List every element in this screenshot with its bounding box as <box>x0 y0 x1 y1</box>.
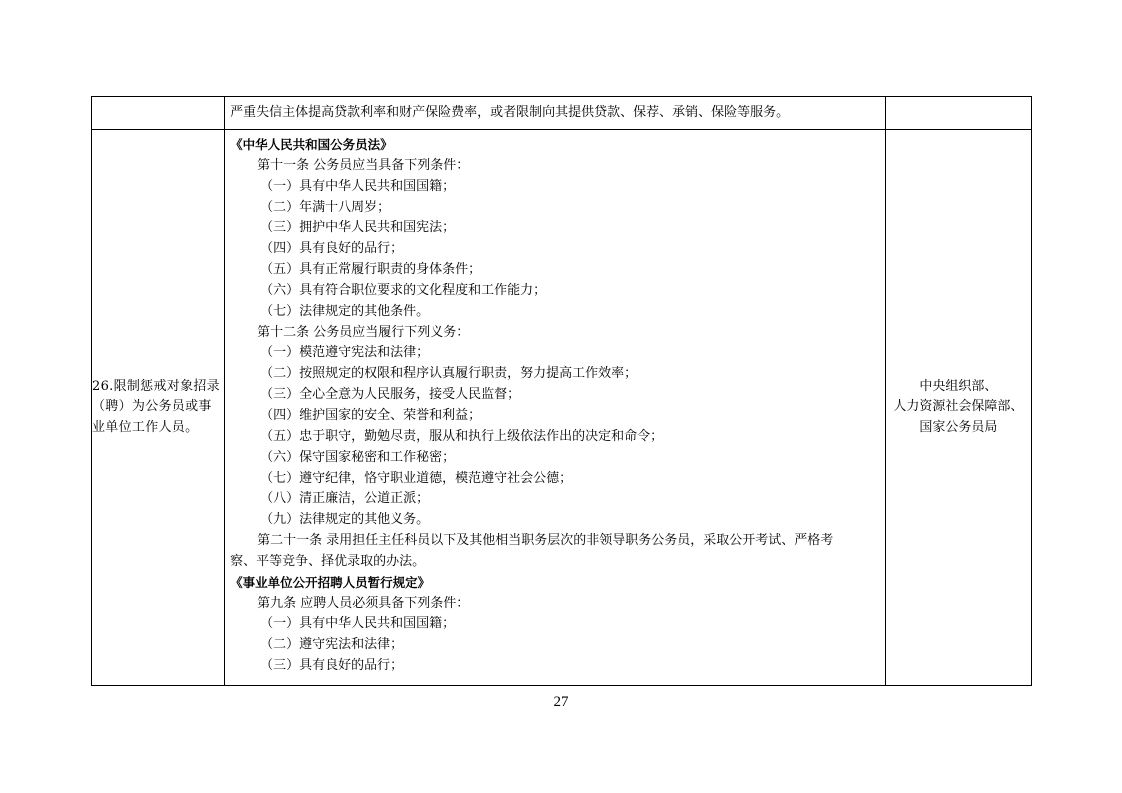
basis-line: （六）具有符合职位要求的文化程度和工作能力； <box>260 282 547 298</box>
basis-line: （四）维护国家的安全、荣誉和利益； <box>260 407 482 423</box>
basis-line: （二）年满十八周岁； <box>260 199 391 215</box>
basis-text: 严重失信主体提高贷款利率和财产保险费率，或者限制向其提供贷款、保荐、承销、保险等服务。 <box>230 105 790 120</box>
legal-basis-lines <box>230 135 881 677</box>
basis-line: （二）按照规定的权限和程序认真履行职责，努力提高工作效率； <box>260 366 638 382</box>
basis-line: （三）全心全意为人民服务，接受人民监督； <box>260 387 521 403</box>
basis-line: （七）遵守纪律，恪守职业道德，模范遵守社会公德； <box>260 470 573 486</box>
dept-cell-empty <box>885 97 1031 130</box>
basis-line: （九）法律规定的其他义务。 <box>260 512 430 528</box>
table-row-continuation <box>92 97 1032 130</box>
dept-lines <box>886 377 1031 439</box>
law-title: 《中华人民共和国公务员法》 <box>230 137 393 152</box>
basis-line: 第九条 应聘人员必须具备下列条件： <box>257 595 470 611</box>
basis-line: 第十二条 公务员应当履行下列义务： <box>257 324 470 340</box>
basis-line: （六）保守国家秘密和工作秘密； <box>260 449 456 465</box>
basis-line: （二）遵守宪法和法律； <box>260 637 404 653</box>
basis-line: （一）具有中华人民共和国国籍； <box>260 178 456 194</box>
basis-line: （五）具有正常履行职责的身体条件； <box>260 262 482 278</box>
basis-line: （一）模范遵守宪法和法律； <box>260 345 430 361</box>
dept-line: 中央组织部、 <box>919 378 998 394</box>
table-row-item-26 <box>92 130 1032 686</box>
dept-cell <box>885 130 1031 686</box>
dept-line: 国家公务员局 <box>919 419 998 435</box>
basis-line: （四）具有良好的品行； <box>260 241 404 257</box>
basis-line: （三）拥护中华人民共和国宪法； <box>260 220 456 236</box>
basis-line: 察、平等竞争、择优录取的办法。 <box>230 553 426 569</box>
law-title: 《事业单位公开招聘人员暂行规定》 <box>230 574 431 590</box>
measures-table <box>91 96 1032 686</box>
page-number: 27 <box>553 694 569 710</box>
basis-line: （七）法律规定的其他条件。 <box>260 303 430 319</box>
basis-line: （一）具有中华人民共和国国籍； <box>260 616 456 632</box>
basis-cell-continuation <box>225 97 886 130</box>
basis-line: 第二十一条 录用担任主任科员以下及其他相当职务层次的非领导职务公务员，采取公开考试、严格考 <box>257 533 834 549</box>
dept-line: 人力资源社会保障部、 <box>893 399 1024 415</box>
basis-line: （五）忠于职守，勤勉尽责，服从和执行上级依法作出的决定和命令； <box>260 428 664 444</box>
basis-line: （三）具有良好的品行； <box>260 658 404 674</box>
basis-line: 第十一条 公务员应当具备下列条件： <box>257 157 470 173</box>
basis-line: （八）清正廉洁，公道正派； <box>260 491 430 507</box>
legal-basis-cell <box>225 130 886 686</box>
item-cell-empty <box>92 97 225 130</box>
item-cell: 26.限制惩戒对象招录（聘）为公务员或事业单位工作人员。 <box>92 130 225 686</box>
